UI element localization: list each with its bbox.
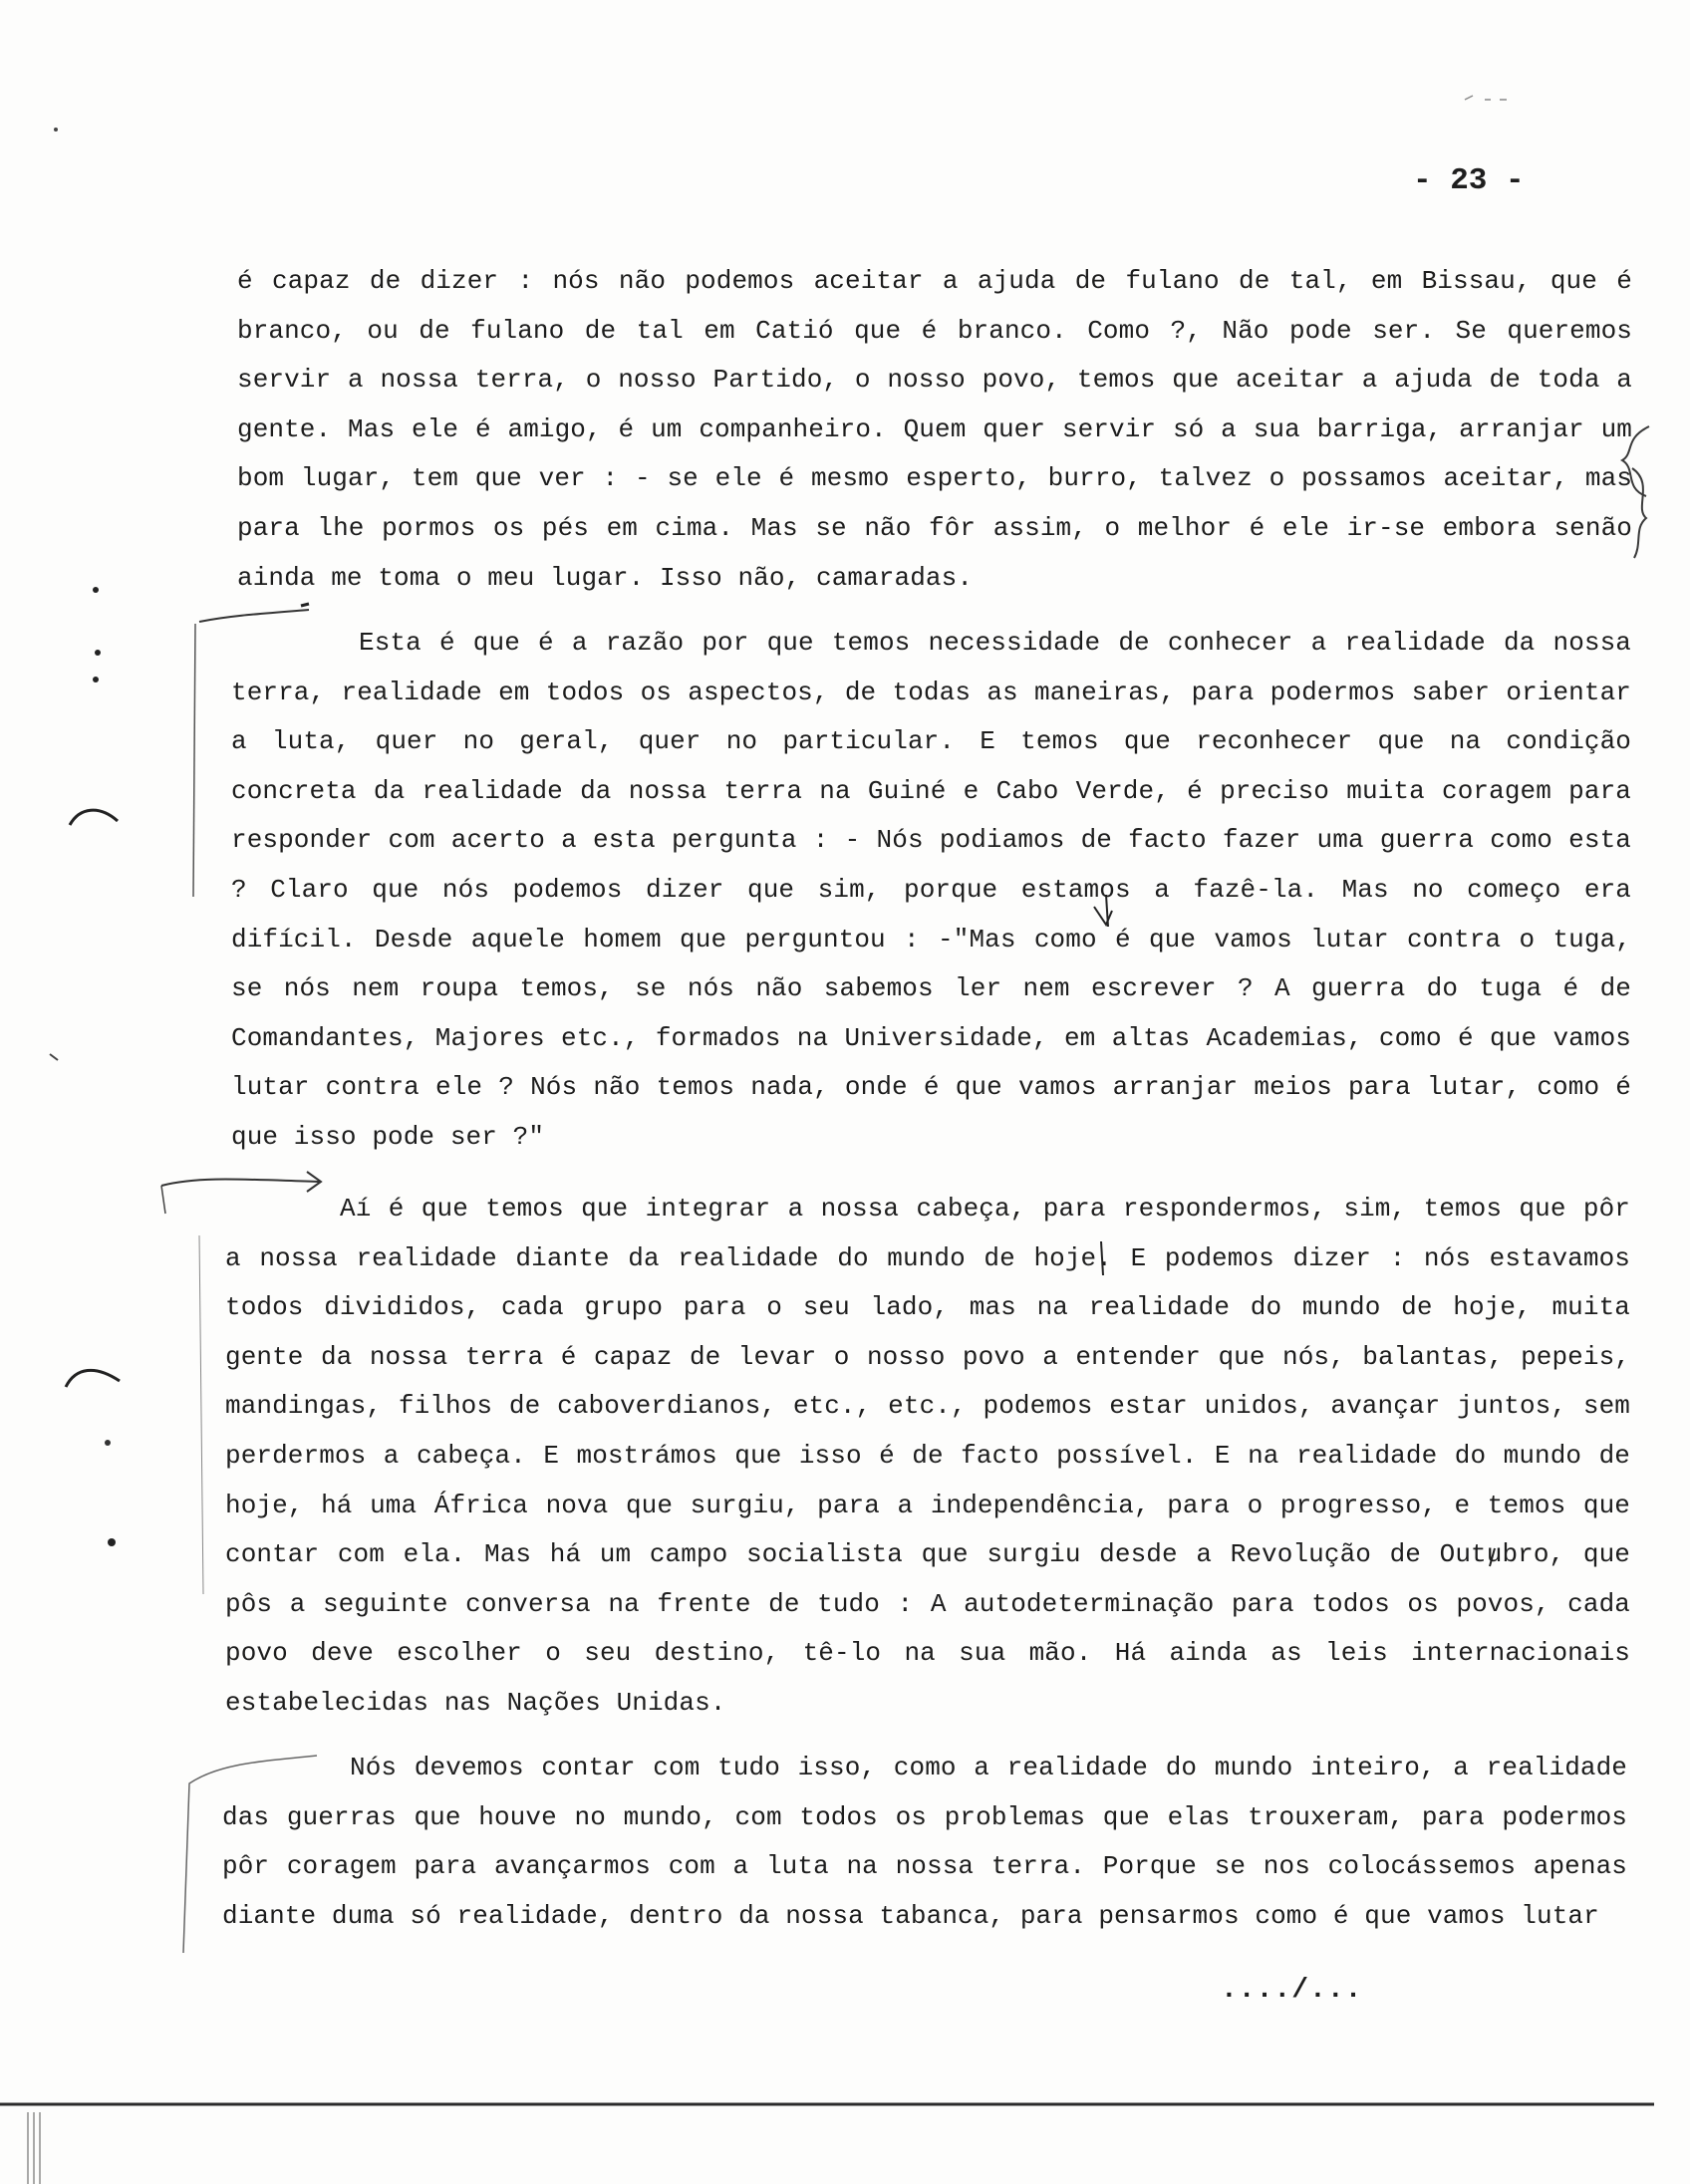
- continuation-mark: ..../...: [1221, 1975, 1363, 2006]
- paragraph-4: Nós devemos contar com tudo isso, como a realidade do mundo inteiro, a realidade das guerras que houve no mundo, com todos os problemas que elas trouxeram, para podermos pôr coragem para avançarmos com a luta na nossa terra. Porque se nos colocássemos apenas diante duma só realidade, dentro da nossa tabanca, para pensarmos como é que vamos lutar: [222, 1753, 1627, 1931]
- paragraph-1: é capaz de dizer : nós não podemos aceitar a ajuda de fulano de tal, em Bissau, que é branco, ou de fulano de tal em Catió que é branco. Como ?, Não pode ser. Se queremos servir a nossa terra, o nosso Partido, o nosso povo, temos que aceitar a ajuda de toda a gente. Mas ele é amigo, é um companheiro. Quem quer servir só a sua barriga, arranjar um bom lugar, tem que ver : - se ele é mesmo esperto, burro, talvez o possamos aceitar, mas para lhe pormos os pés em cima. Mas se não fôr assim, o melhor é ele ir-se embora senão ainda me toma o meu lugar. Isso não, camaradas.: [237, 266, 1632, 593]
- paragraph-2: Esta é que é a razão por que temos necessidade de conhecer a realidade da nossa terra, realidade em todos os aspectos, de todas as maneiras, para podermos saber orientar a luta, quer no geral, quer no particular. E temos que reconhecer que na condição concreta da realidade da nossa terra na Guiné e Cabo Verde, é preciso muita coragem para responder com acerto a esta pergunta : - Nós podiamos de facto fazer uma guerra como esta ? Claro que nós podemos dizer que sim, porque estamos a fazê-la. Mas no começo era difícil. Desde aquele homem que perguntou : -"Mas como é que vamos lutar contra o tuga, se nós nem roupa temos, se nós não sabemos ler nem escrever ? A guerra do tuga é de Comandantes, Majores etc., formados na Universidade, em altas Academias, como é que vamos lutar contra ele ? Nós não temos nada, onde é que vamos arranjar meios para lutar, como é que isso pode ser ?": [231, 628, 1631, 1152]
- page-number: - 23 -: [1413, 163, 1525, 198]
- paragraph-3: Aí é que temos que integrar a nossa cabeça, para respondermos, sim, temos que pôr a nossa realidade diante da realidade do mundo de hoje. E podemos dizer : nós estavamos todos divididos, cada grupo para o seu lado, mas na realidade do mundo de hoje, muita gente da nossa terra é capaz de levar o nosso povo a entender que nós, balantas, pepeis, mandingas, filhos de caboverdianos, etc., etc., podemos estar unidos, avançar juntos, sem perdermos a cabeça. E mostrámos que isso é de facto possível. E na realidade do mundo de hoje, há uma África nova que surgiu, para a independência, para o progresso, e temos que contar com ela. Mas há um campo socialista que surgiu desde a Revolução de Outubro, que pôs a seguinte conversa na frente de tudo : A autodeterminação para todos os povos, cada povo deve escolher o seu destino, tê-lo na sua mão. Há ainda as leis internacionais estabelecidas nas Nações Unidas.: [225, 1194, 1630, 1718]
